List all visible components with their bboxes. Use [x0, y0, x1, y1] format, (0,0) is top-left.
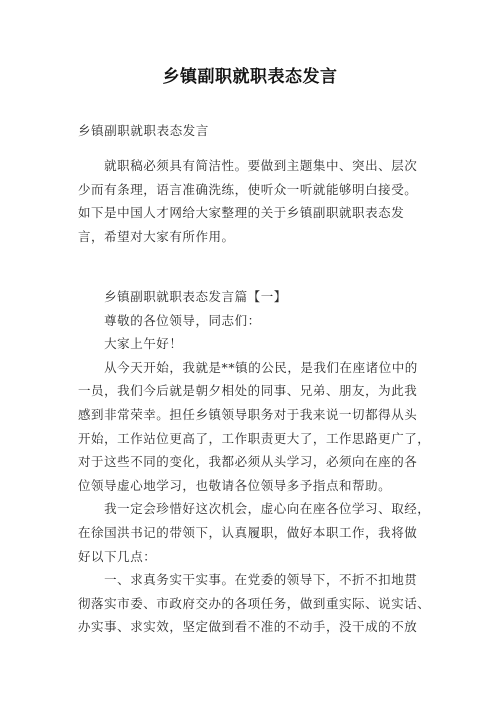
body-line: 办实事、求实效，坚定做到看不准的不动手，没干成的不放 — [78, 619, 418, 635]
document-subtitle: 乡镇副职就职表态发言 — [78, 123, 210, 138]
speech-section — [78, 285, 431, 639]
body-line: 从今天开始，我就是**镇的公民，是我们在座诸位中的 — [78, 359, 418, 375]
body-line: 我一定会珍惜好这次机会，虚心向在座各位学习、取经， — [78, 501, 431, 517]
intro-line: 如下是中国人才网给大家整理的关于乡镇副职就职表态发 — [78, 205, 405, 221]
greeting-line: 大家上午好！ — [78, 336, 183, 352]
body-line: 对于这些不同的变化，我都必须从头学习，必须向在座的各 — [78, 454, 418, 470]
body-line: 位领导虚心地学习，也敬请各位领导多予指点和帮助。 — [78, 477, 392, 493]
body-line: 彻落实市委、市政府交办的各项任务，做到重实际、说实话、 — [78, 595, 431, 611]
body-line: 在徐国洪书记的带领下，认真履职，做好本职工作，我将做 — [78, 524, 418, 540]
salutation-line: 尊敬的各位领导，同志们： — [78, 312, 261, 328]
intro-line: 少而有条理，语言准确洗练，使听众一听就能够明白接受。 — [78, 181, 418, 197]
section-heading: 乡镇副职就职表态发言篇【一】 — [78, 289, 287, 304]
body-line: 好以下几点： — [78, 548, 157, 564]
body-line: 一、求真务实干实事。在党委的领导下，不折不扣地贯 — [78, 572, 418, 588]
intro-line: 就职稿必须具有简洁性。要做到主题集中、突出、层次 — [78, 158, 418, 173]
intro-line: 言，希望对大家有所作用。 — [78, 228, 235, 244]
body-line: 感到非常荣幸。担任乡镇领导职务对于我来说一切都得从头 — [78, 406, 418, 422]
body-line: 开始，工作站位更高了，工作职责更大了，工作思路更广了， — [78, 430, 431, 446]
document-title: 乡镇副职就职表态发言 — [162, 67, 338, 87]
body-line: 一员，我们今后就是朝夕相处的同事、兄弟、朋友，为此我 — [78, 383, 418, 399]
intro-paragraph — [78, 154, 428, 248]
